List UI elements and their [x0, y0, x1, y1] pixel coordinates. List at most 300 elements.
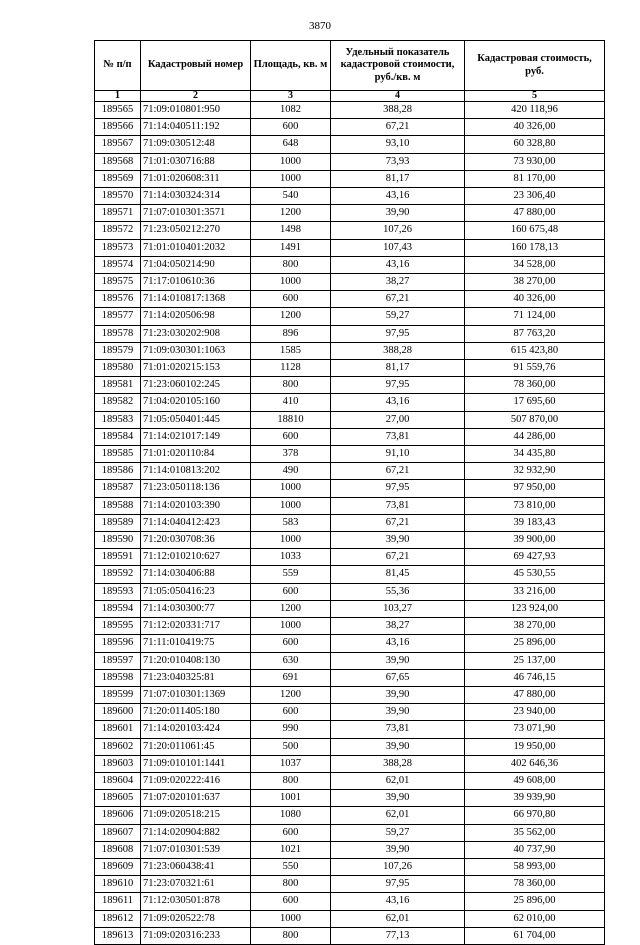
unit-value-cell: 67,21	[331, 119, 465, 136]
unit-value-cell: 43,16	[331, 394, 465, 411]
cadastral-value-cell: 91 559,76	[465, 360, 605, 377]
area-cell: 800	[251, 772, 331, 789]
table-row	[95, 790, 605, 807]
area-cell: 1000	[251, 497, 331, 514]
cadastral-value-cell: 47 880,00	[465, 686, 605, 703]
unit-value-cell: 59,27	[331, 824, 465, 841]
cadastral-value-cell: 61 704,00	[465, 927, 605, 944]
row-number-cell: 189598	[95, 669, 141, 686]
row-number-cell: 189578	[95, 325, 141, 342]
cadastral-number-cell: 71:23:050212:270	[141, 222, 251, 239]
row-number-cell: 189609	[95, 858, 141, 875]
area-cell: 630	[251, 652, 331, 669]
unit-value-cell: 62,01	[331, 910, 465, 927]
cadastral-number-cell: 71:17:010610:36	[141, 274, 251, 291]
unit-value-cell: 93,10	[331, 136, 465, 153]
table-row	[95, 858, 605, 875]
table-row	[95, 927, 605, 944]
cadastral-number-cell: 71:07:010301:3571	[141, 205, 251, 222]
cadastral-value-cell: 33 216,00	[465, 583, 605, 600]
cadastral-number-cell: 71:14:010817:1368	[141, 291, 251, 308]
unit-value-cell: 39,90	[331, 686, 465, 703]
cadastral-value-cell: 69 427,93	[465, 549, 605, 566]
area-cell: 600	[251, 824, 331, 841]
area-cell: 600	[251, 704, 331, 721]
area-cell: 1200	[251, 686, 331, 703]
cadastral-value-cell: 34 435,80	[465, 446, 605, 463]
area-cell: 1000	[251, 170, 331, 187]
row-number-cell: 189605	[95, 790, 141, 807]
area-cell: 1498	[251, 222, 331, 239]
cadastral-number-cell: 71:14:020904:882	[141, 824, 251, 841]
row-number-cell: 189566	[95, 119, 141, 136]
unit-value-cell: 43,16	[331, 256, 465, 273]
area-cell: 896	[251, 325, 331, 342]
row-number-cell: 189607	[95, 824, 141, 841]
area-cell: 1000	[251, 618, 331, 635]
unit-value-cell: 27,00	[331, 411, 465, 428]
cadastral-value-cell: 34 528,00	[465, 256, 605, 273]
cadastral-number-cell: 71:20:011405:180	[141, 704, 251, 721]
row-number-cell: 189590	[95, 532, 141, 549]
area-cell: 1021	[251, 841, 331, 858]
area-cell: 1200	[251, 600, 331, 617]
row-number-cell: 189568	[95, 153, 141, 170]
table-row	[95, 618, 605, 635]
row-number-cell: 189579	[95, 342, 141, 359]
row-number-cell: 189604	[95, 772, 141, 789]
area-cell: 583	[251, 514, 331, 531]
unit-value-cell: 67,21	[331, 514, 465, 531]
row-number-cell: 189567	[95, 136, 141, 153]
area-cell: 410	[251, 394, 331, 411]
unit-value-cell: 43,16	[331, 635, 465, 652]
unit-value-cell: 39,90	[331, 205, 465, 222]
table-row	[95, 583, 605, 600]
cadastral-number-cell: 71:20:010408:130	[141, 652, 251, 669]
cadastral-value-cell: 66 970,80	[465, 807, 605, 824]
table-row	[95, 910, 605, 927]
cadastral-number-cell: 71:23:040325:81	[141, 669, 251, 686]
row-number-cell: 189565	[95, 102, 141, 119]
row-number-cell: 189569	[95, 170, 141, 187]
page-number: 3870	[309, 20, 331, 32]
area-cell: 600	[251, 635, 331, 652]
row-number-cell: 189584	[95, 428, 141, 445]
table-row	[95, 514, 605, 531]
cadastral-number-cell: 71:07:010301:539	[141, 841, 251, 858]
row-number-cell: 189600	[95, 704, 141, 721]
cadastral-value-cell: 40 737,90	[465, 841, 605, 858]
table-row	[95, 308, 605, 325]
cadastral-number-cell: 71:14:040511:192	[141, 119, 251, 136]
cadastral-value-cell: 73 071,90	[465, 721, 605, 738]
cadastral-number-cell: 71:09:030512:48	[141, 136, 251, 153]
row-number-cell: 189602	[95, 738, 141, 755]
unit-value-cell: 55,36	[331, 583, 465, 600]
cadastral-number-cell: 71:20:030708:36	[141, 532, 251, 549]
area-cell: 540	[251, 188, 331, 205]
row-number-cell: 189573	[95, 239, 141, 256]
row-number-cell: 189570	[95, 188, 141, 205]
cadastral-number-cell: 71:12:020331:717	[141, 618, 251, 635]
cadastral-number-cell: 71:01:020215:153	[141, 360, 251, 377]
cadastral-value-cell: 44 286,00	[465, 428, 605, 445]
cadastral-number-cell: 71:23:050118:136	[141, 480, 251, 497]
cadastral-value-cell: 19 950,00	[465, 738, 605, 755]
table-row	[95, 239, 605, 256]
cadastral-value-cell: 420 118,96	[465, 102, 605, 119]
area-cell: 648	[251, 136, 331, 153]
cadastral-value-cell: 40 326,00	[465, 291, 605, 308]
cadastral-number-cell: 71:14:010813:202	[141, 463, 251, 480]
cadastral-value-cell: 62 010,00	[465, 910, 605, 927]
cadastral-value-cell: 38 270,00	[465, 274, 605, 291]
cadastral-value-cell: 58 993,00	[465, 858, 605, 875]
table-row	[95, 291, 605, 308]
cadastral-table	[94, 40, 605, 945]
cadastral-value-cell: 49 608,00	[465, 772, 605, 789]
cadastral-value-cell: 39 183,43	[465, 514, 605, 531]
table-row	[95, 428, 605, 445]
table-row	[95, 136, 605, 153]
unit-value-cell: 67,21	[331, 463, 465, 480]
row-number-cell: 189608	[95, 841, 141, 858]
table-row	[95, 824, 605, 841]
cadastral-value-cell: 17 695,60	[465, 394, 605, 411]
table-row	[95, 342, 605, 359]
table-row	[95, 686, 605, 703]
table-row	[95, 669, 605, 686]
table-row	[95, 256, 605, 273]
unit-value-cell: 97,95	[331, 325, 465, 342]
row-number-cell: 189588	[95, 497, 141, 514]
cadastral-number-cell: 71:09:020316:233	[141, 927, 251, 944]
cadastral-number-cell: 71:01:020608:311	[141, 170, 251, 187]
cadastral-number-cell: 71:09:010101:1441	[141, 755, 251, 772]
unit-value-cell: 43,16	[331, 188, 465, 205]
header-row-number: № п/п	[95, 41, 141, 91]
row-number-cell: 189595	[95, 618, 141, 635]
cadastral-number-cell: 71:23:060102:245	[141, 377, 251, 394]
column-number: 5	[465, 91, 605, 102]
row-number-cell: 189596	[95, 635, 141, 652]
cadastral-value-cell: 160 675,48	[465, 222, 605, 239]
row-number-cell: 189581	[95, 377, 141, 394]
table-row	[95, 755, 605, 772]
cadastral-value-cell: 87 763,20	[465, 325, 605, 342]
cadastral-value-cell: 25 896,00	[465, 893, 605, 910]
area-cell: 800	[251, 927, 331, 944]
column-number: 1	[95, 91, 141, 102]
area-cell: 800	[251, 377, 331, 394]
cadastral-value-cell: 73 930,00	[465, 153, 605, 170]
table-row	[95, 738, 605, 755]
table-row	[95, 394, 605, 411]
cadastral-value-cell: 40 326,00	[465, 119, 605, 136]
unit-value-cell: 388,28	[331, 102, 465, 119]
table-row	[95, 222, 605, 239]
cadastral-number-cell: 71:07:020101:637	[141, 790, 251, 807]
row-number-cell: 189601	[95, 721, 141, 738]
cadastral-number-cell: 71:14:020506:98	[141, 308, 251, 325]
row-number-cell: 189586	[95, 463, 141, 480]
cadastral-number-cell: 71:09:030301:1063	[141, 342, 251, 359]
unit-value-cell: 388,28	[331, 342, 465, 359]
area-cell: 1000	[251, 532, 331, 549]
cadastral-value-cell: 78 360,00	[465, 377, 605, 394]
cadastral-number-cell: 71:14:030300:77	[141, 600, 251, 617]
area-cell: 18810	[251, 411, 331, 428]
header-unit-value: Удельный показатель кадастровой стоимости, руб./кв. м	[331, 41, 465, 91]
cadastral-value-cell: 615 423,80	[465, 342, 605, 359]
header-cadastral-number: Кадастровый номер	[141, 41, 251, 91]
area-cell: 1200	[251, 205, 331, 222]
unit-value-cell: 103,27	[331, 600, 465, 617]
row-number-cell: 189606	[95, 807, 141, 824]
unit-value-cell: 39,90	[331, 738, 465, 755]
cadastral-number-cell: 71:14:020103:390	[141, 497, 251, 514]
table-row	[95, 807, 605, 824]
cadastral-number-cell: 71:05:050416:23	[141, 583, 251, 600]
cadastral-number-cell: 71:07:010301:1369	[141, 686, 251, 703]
table-row	[95, 446, 605, 463]
cadastral-number-cell: 71:12:010210:627	[141, 549, 251, 566]
table-row	[95, 377, 605, 394]
cadastral-value-cell: 38 270,00	[465, 618, 605, 635]
area-cell: 1585	[251, 342, 331, 359]
unit-value-cell: 59,27	[331, 308, 465, 325]
area-cell: 990	[251, 721, 331, 738]
unit-value-cell: 107,26	[331, 858, 465, 875]
area-cell: 1000	[251, 910, 331, 927]
cadastral-value-cell: 60 328,80	[465, 136, 605, 153]
row-number-cell: 189593	[95, 583, 141, 600]
area-cell: 1491	[251, 239, 331, 256]
table-row	[95, 532, 605, 549]
unit-value-cell: 73,93	[331, 153, 465, 170]
cadastral-number-cell: 71:09:020222:416	[141, 772, 251, 789]
header-row	[95, 41, 605, 91]
table-row	[95, 480, 605, 497]
area-cell: 500	[251, 738, 331, 755]
column-number: 2	[141, 91, 251, 102]
unit-value-cell: 73,81	[331, 721, 465, 738]
unit-value-cell: 38,27	[331, 618, 465, 635]
row-number-cell: 189603	[95, 755, 141, 772]
cadastral-value-cell: 39 900,00	[465, 532, 605, 549]
cadastral-value-cell: 45 530,55	[465, 566, 605, 583]
row-number-cell: 189591	[95, 549, 141, 566]
column-number: 3	[251, 91, 331, 102]
row-number-cell: 189571	[95, 205, 141, 222]
table-row	[95, 876, 605, 893]
unit-value-cell: 107,43	[331, 239, 465, 256]
table-row	[95, 463, 605, 480]
table-row	[95, 600, 605, 617]
cadastral-number-cell: 71:05:050401:445	[141, 411, 251, 428]
cadastral-number-cell: 71:12:030501:878	[141, 893, 251, 910]
cadastral-number-cell: 71:01:020110:84	[141, 446, 251, 463]
cadastral-value-cell: 81 170,00	[465, 170, 605, 187]
table-row	[95, 102, 605, 119]
table-row	[95, 549, 605, 566]
table-row	[95, 841, 605, 858]
table-row	[95, 566, 605, 583]
row-number-cell: 189613	[95, 927, 141, 944]
area-cell: 490	[251, 463, 331, 480]
row-number-cell: 189572	[95, 222, 141, 239]
unit-value-cell: 388,28	[331, 755, 465, 772]
row-number-cell: 189576	[95, 291, 141, 308]
area-cell: 1000	[251, 153, 331, 170]
cadastral-number-cell: 71:04:020105:160	[141, 394, 251, 411]
table-body	[95, 102, 605, 945]
row-number-cell: 189575	[95, 274, 141, 291]
table-row	[95, 274, 605, 291]
table-row	[95, 170, 605, 187]
unit-value-cell: 81,45	[331, 566, 465, 583]
area-cell: 1001	[251, 790, 331, 807]
area-cell: 1200	[251, 308, 331, 325]
cadastral-value-cell: 507 870,00	[465, 411, 605, 428]
table-row	[95, 652, 605, 669]
cadastral-number-cell: 71:01:010401:2032	[141, 239, 251, 256]
cadastral-number-cell: 71:04:050214:90	[141, 256, 251, 273]
cadastral-value-cell: 25 137,00	[465, 652, 605, 669]
unit-value-cell: 39,90	[331, 532, 465, 549]
cadastral-number-cell: 71:09:010801:950	[141, 102, 251, 119]
cadastral-value-cell: 402 646,36	[465, 755, 605, 772]
area-cell: 1128	[251, 360, 331, 377]
table-row	[95, 360, 605, 377]
table-row	[95, 119, 605, 136]
unit-value-cell: 67,21	[331, 549, 465, 566]
cadastral-value-cell: 71 124,00	[465, 308, 605, 325]
cadastral-value-cell: 46 746,15	[465, 669, 605, 686]
row-number-cell: 189597	[95, 652, 141, 669]
unit-value-cell: 77,13	[331, 927, 465, 944]
row-number-cell: 189589	[95, 514, 141, 531]
unit-value-cell: 43,16	[331, 893, 465, 910]
cadastral-number-cell: 71:14:021017:149	[141, 428, 251, 445]
cadastral-number-cell: 71:14:030324:314	[141, 188, 251, 205]
cadastral-number-cell: 71:14:020103:424	[141, 721, 251, 738]
area-cell: 600	[251, 291, 331, 308]
unit-value-cell: 67,65	[331, 669, 465, 686]
unit-value-cell: 39,90	[331, 841, 465, 858]
area-cell: 1080	[251, 807, 331, 824]
cadastral-number-cell: 71:23:070321:61	[141, 876, 251, 893]
area-cell: 1000	[251, 274, 331, 291]
area-cell: 1000	[251, 480, 331, 497]
cadastral-number-cell: 71:23:060438:41	[141, 858, 251, 875]
area-cell: 600	[251, 428, 331, 445]
cadastral-value-cell: 39 939,90	[465, 790, 605, 807]
header-cadastral-value: Кадастровая стоимость, руб.	[465, 41, 605, 91]
area-cell: 600	[251, 119, 331, 136]
row-number-cell: 189594	[95, 600, 141, 617]
area-cell: 378	[251, 446, 331, 463]
row-number-cell: 189580	[95, 360, 141, 377]
row-number-cell: 189592	[95, 566, 141, 583]
area-cell: 1033	[251, 549, 331, 566]
cadastral-number-cell: 71:14:030406:88	[141, 566, 251, 583]
table-row	[95, 411, 605, 428]
unit-value-cell: 73,81	[331, 497, 465, 514]
area-cell: 550	[251, 858, 331, 875]
unit-value-cell: 81,17	[331, 170, 465, 187]
area-cell: 600	[251, 893, 331, 910]
cadastral-value-cell: 47 880,00	[465, 205, 605, 222]
row-number-cell: 189612	[95, 910, 141, 927]
cadastral-number-cell: 71:01:030716:88	[141, 153, 251, 170]
table-row	[95, 893, 605, 910]
cadastral-value-cell: 73 810,00	[465, 497, 605, 514]
row-number-cell: 189587	[95, 480, 141, 497]
table-row	[95, 497, 605, 514]
table-row	[95, 153, 605, 170]
unit-value-cell: 67,21	[331, 291, 465, 308]
area-cell: 1082	[251, 102, 331, 119]
area-cell: 559	[251, 566, 331, 583]
cadastral-number-cell: 71:11:010419:75	[141, 635, 251, 652]
row-number-cell: 189610	[95, 876, 141, 893]
cadastral-number-cell: 71:09:020522:78	[141, 910, 251, 927]
unit-value-cell: 62,01	[331, 772, 465, 789]
cadastral-value-cell: 23 306,40	[465, 188, 605, 205]
area-cell: 800	[251, 256, 331, 273]
unit-value-cell: 91,10	[331, 446, 465, 463]
table-row	[95, 325, 605, 342]
column-number: 4	[331, 91, 465, 102]
cadastral-number-cell: 71:20:011061:45	[141, 738, 251, 755]
area-cell: 600	[251, 583, 331, 600]
table-row	[95, 721, 605, 738]
area-cell: 691	[251, 669, 331, 686]
unit-value-cell: 39,90	[331, 790, 465, 807]
unit-value-cell: 73,81	[331, 428, 465, 445]
unit-value-cell: 38,27	[331, 274, 465, 291]
cadastral-value-cell: 23 940,00	[465, 704, 605, 721]
row-number-cell: 189611	[95, 893, 141, 910]
row-number-cell: 189585	[95, 446, 141, 463]
row-number-cell: 189574	[95, 256, 141, 273]
table-row	[95, 188, 605, 205]
area-cell: 1037	[251, 755, 331, 772]
unit-value-cell: 97,95	[331, 876, 465, 893]
unit-value-cell: 107,26	[331, 222, 465, 239]
row-number-cell: 189577	[95, 308, 141, 325]
unit-value-cell: 97,95	[331, 480, 465, 497]
table-row	[95, 205, 605, 222]
row-number-cell: 189582	[95, 394, 141, 411]
table-row	[95, 772, 605, 789]
cadastral-value-cell: 78 360,00	[465, 876, 605, 893]
unit-value-cell: 81,17	[331, 360, 465, 377]
area-cell: 800	[251, 876, 331, 893]
header-area: Площадь, кв. м	[251, 41, 331, 91]
unit-value-cell: 97,95	[331, 377, 465, 394]
cadastral-number-cell: 71:14:040412:423	[141, 514, 251, 531]
unit-value-cell: 39,90	[331, 652, 465, 669]
row-number-cell: 189599	[95, 686, 141, 703]
cadastral-value-cell: 97 950,00	[465, 480, 605, 497]
cadastral-value-cell: 32 932,90	[465, 463, 605, 480]
row-number-cell: 189583	[95, 411, 141, 428]
table-row	[95, 704, 605, 721]
column-number-row	[95, 91, 605, 102]
